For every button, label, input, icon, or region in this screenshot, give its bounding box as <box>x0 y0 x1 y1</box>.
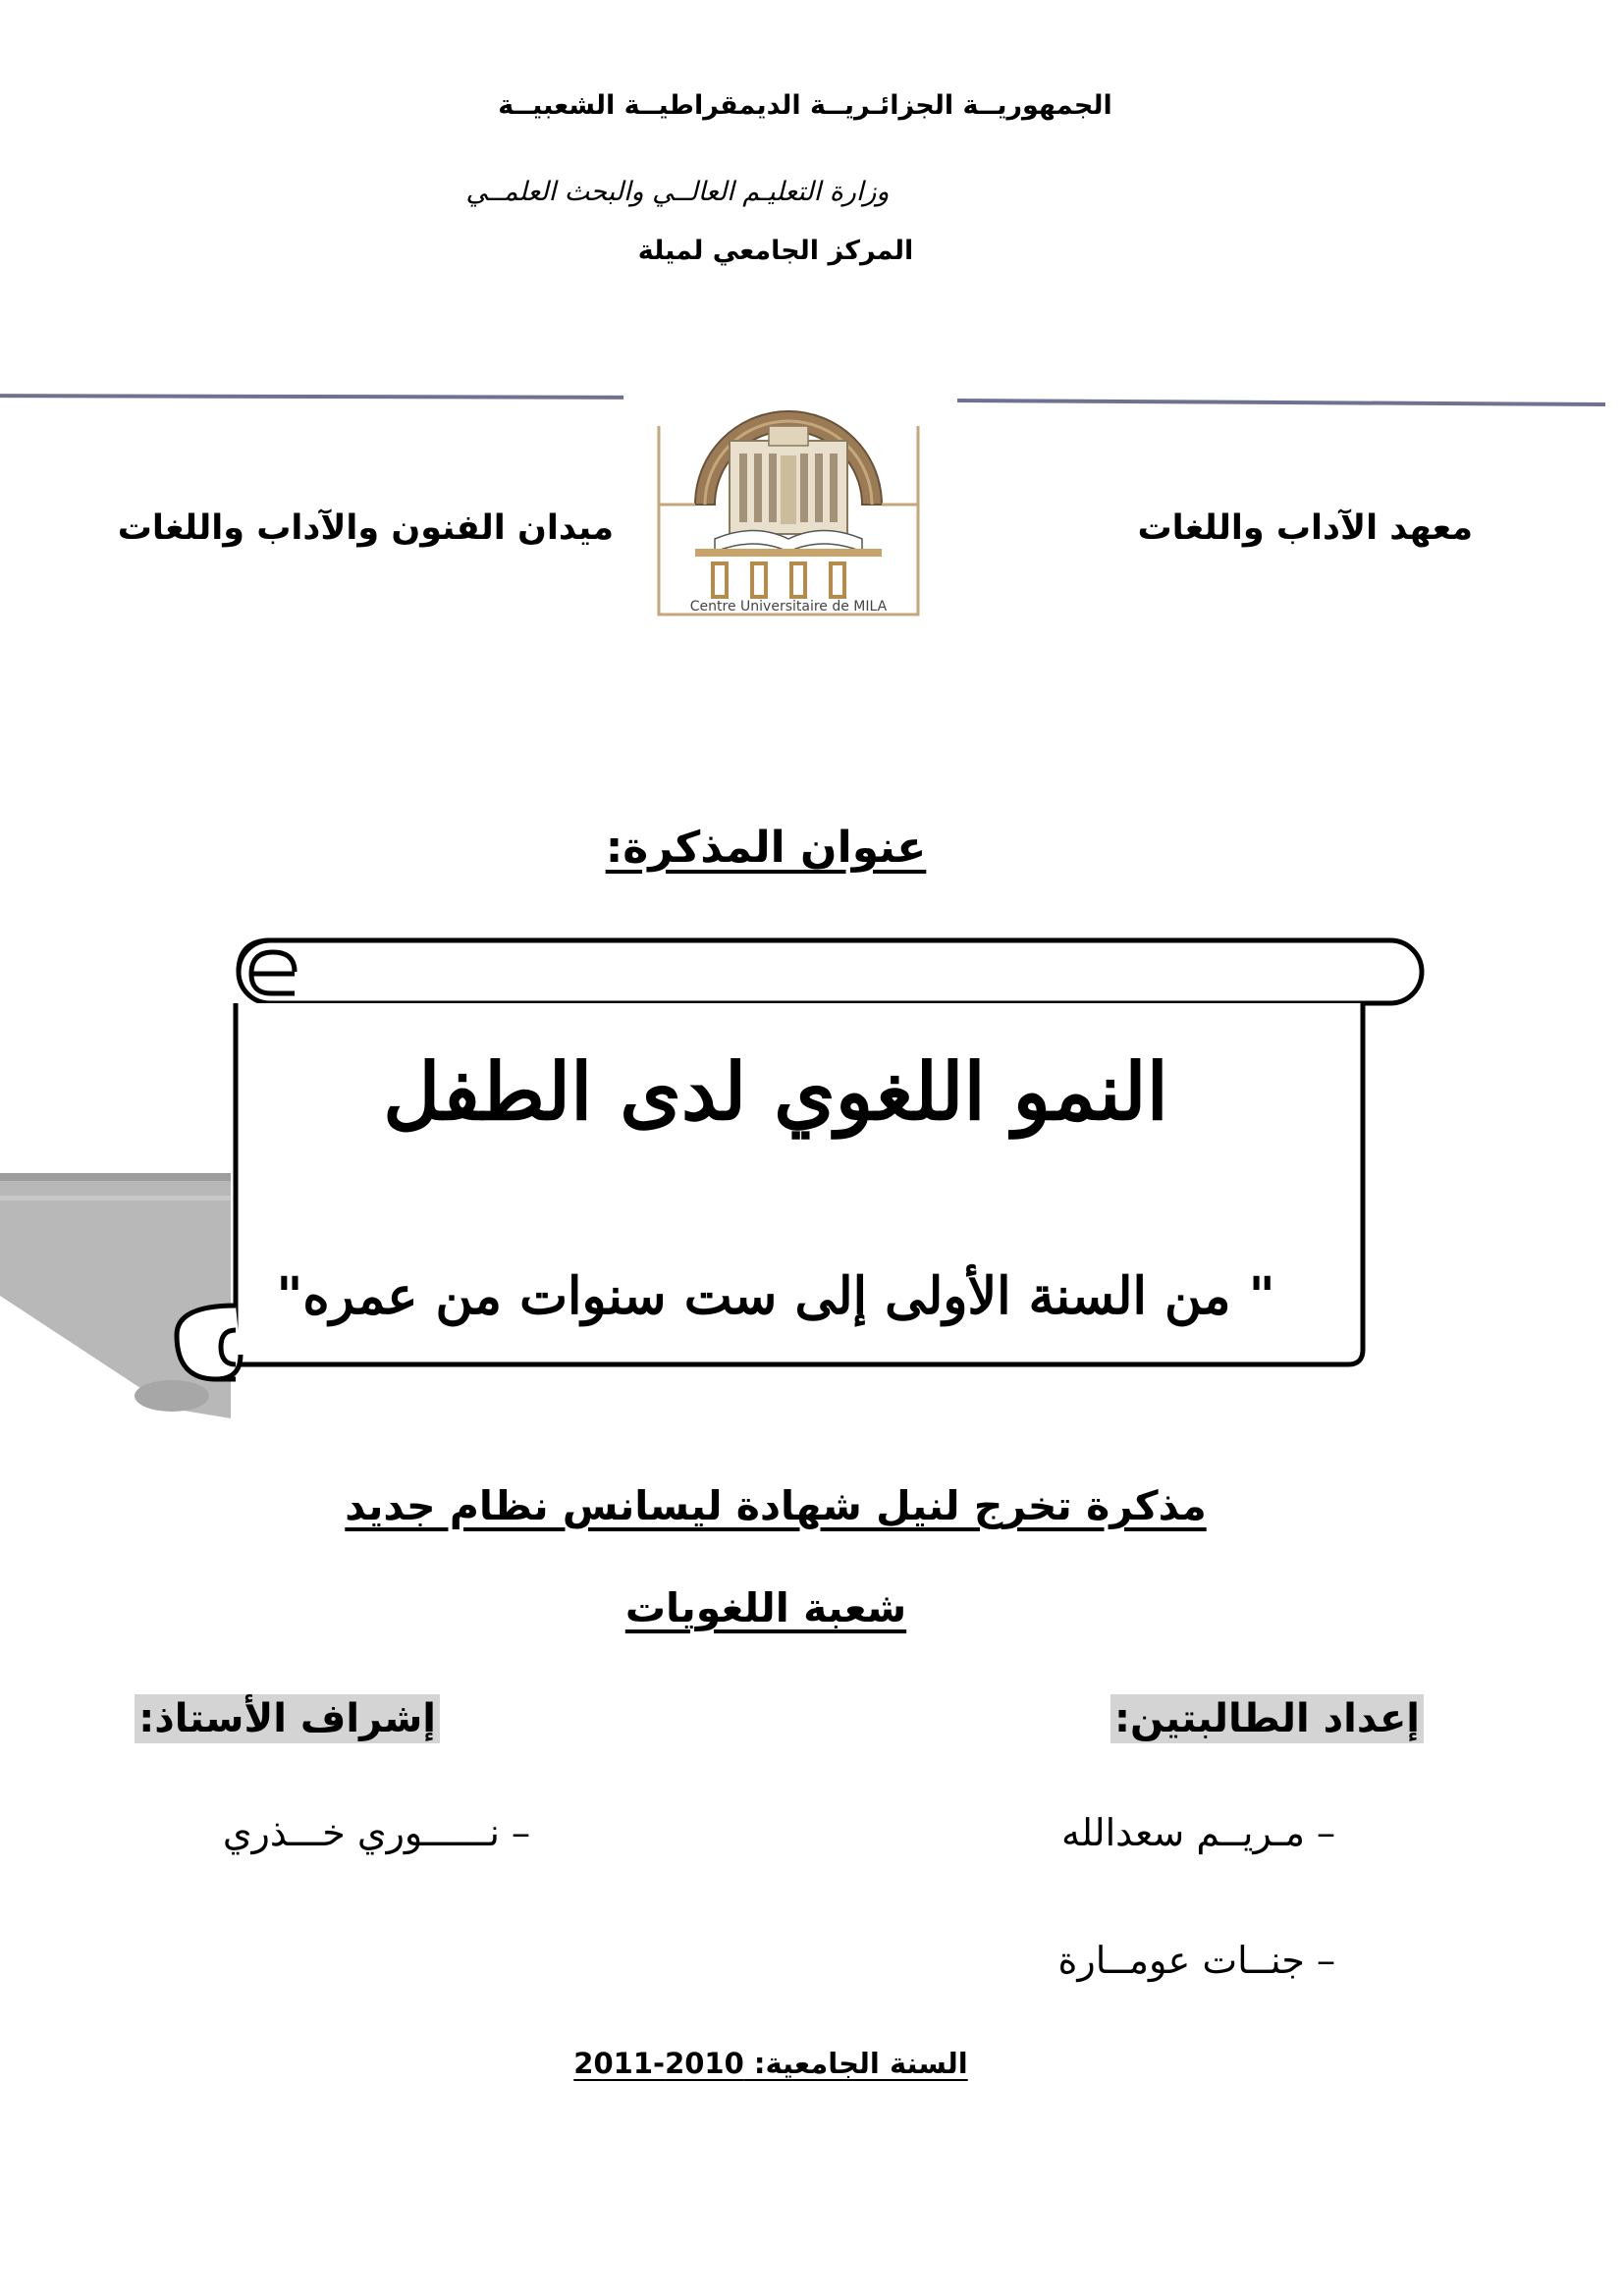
student-name: – جنــات عومــارة <box>1057 1939 1335 1982</box>
title-scroll-banner <box>0 923 1453 1433</box>
supervised-by-label <box>138 1696 440 1741</box>
logo-caption: Centre Universitaire de MILA <box>689 599 888 614</box>
memo-title: النمو اللغوي لدى الطفل <box>383 1045 1168 1138</box>
academic-year: السنة الجامعية: 2010-2011 <box>573 2047 968 2080</box>
divider-right <box>957 399 1605 406</box>
ministry-heading: وزارة التعليـم العالــي والبحث العلمــي <box>465 177 890 207</box>
republic-heading: الجمهوريــة الجزائـريــة الديمقراطيــة الشعبيــة <box>498 90 1112 121</box>
divider-left <box>0 394 623 400</box>
degree-statement: مذكرة تخرج لنيل شهادة ليسانس نظام جديد <box>345 1482 1207 1529</box>
supervisor-name: – نــــــوري خـــذري <box>222 1811 530 1854</box>
university-building-logo <box>656 397 921 618</box>
memo-title-label: عنوان المذكرة: <box>605 823 927 873</box>
prepared-by-text: إعداد الطالبتين: <box>1110 1694 1424 1743</box>
university-center-heading: المركز الجامعي لميلة <box>637 236 914 266</box>
institute-label: معهد الآداب واللغات <box>1137 508 1473 548</box>
branch-label: شعبة اللغويات <box>624 1584 907 1631</box>
student-name: – مـريــم سعدالله <box>1061 1811 1335 1854</box>
prepared-by-label <box>1001 1696 1424 1741</box>
field-label: ميدان الفنون والآداب واللغات <box>117 508 614 548</box>
memo-subtitle: " من السنة الأولى إلى ست سنوات من عمره" <box>276 1266 1275 1326</box>
supervised-by-text: إشراف الأستاذ: <box>135 1694 440 1743</box>
